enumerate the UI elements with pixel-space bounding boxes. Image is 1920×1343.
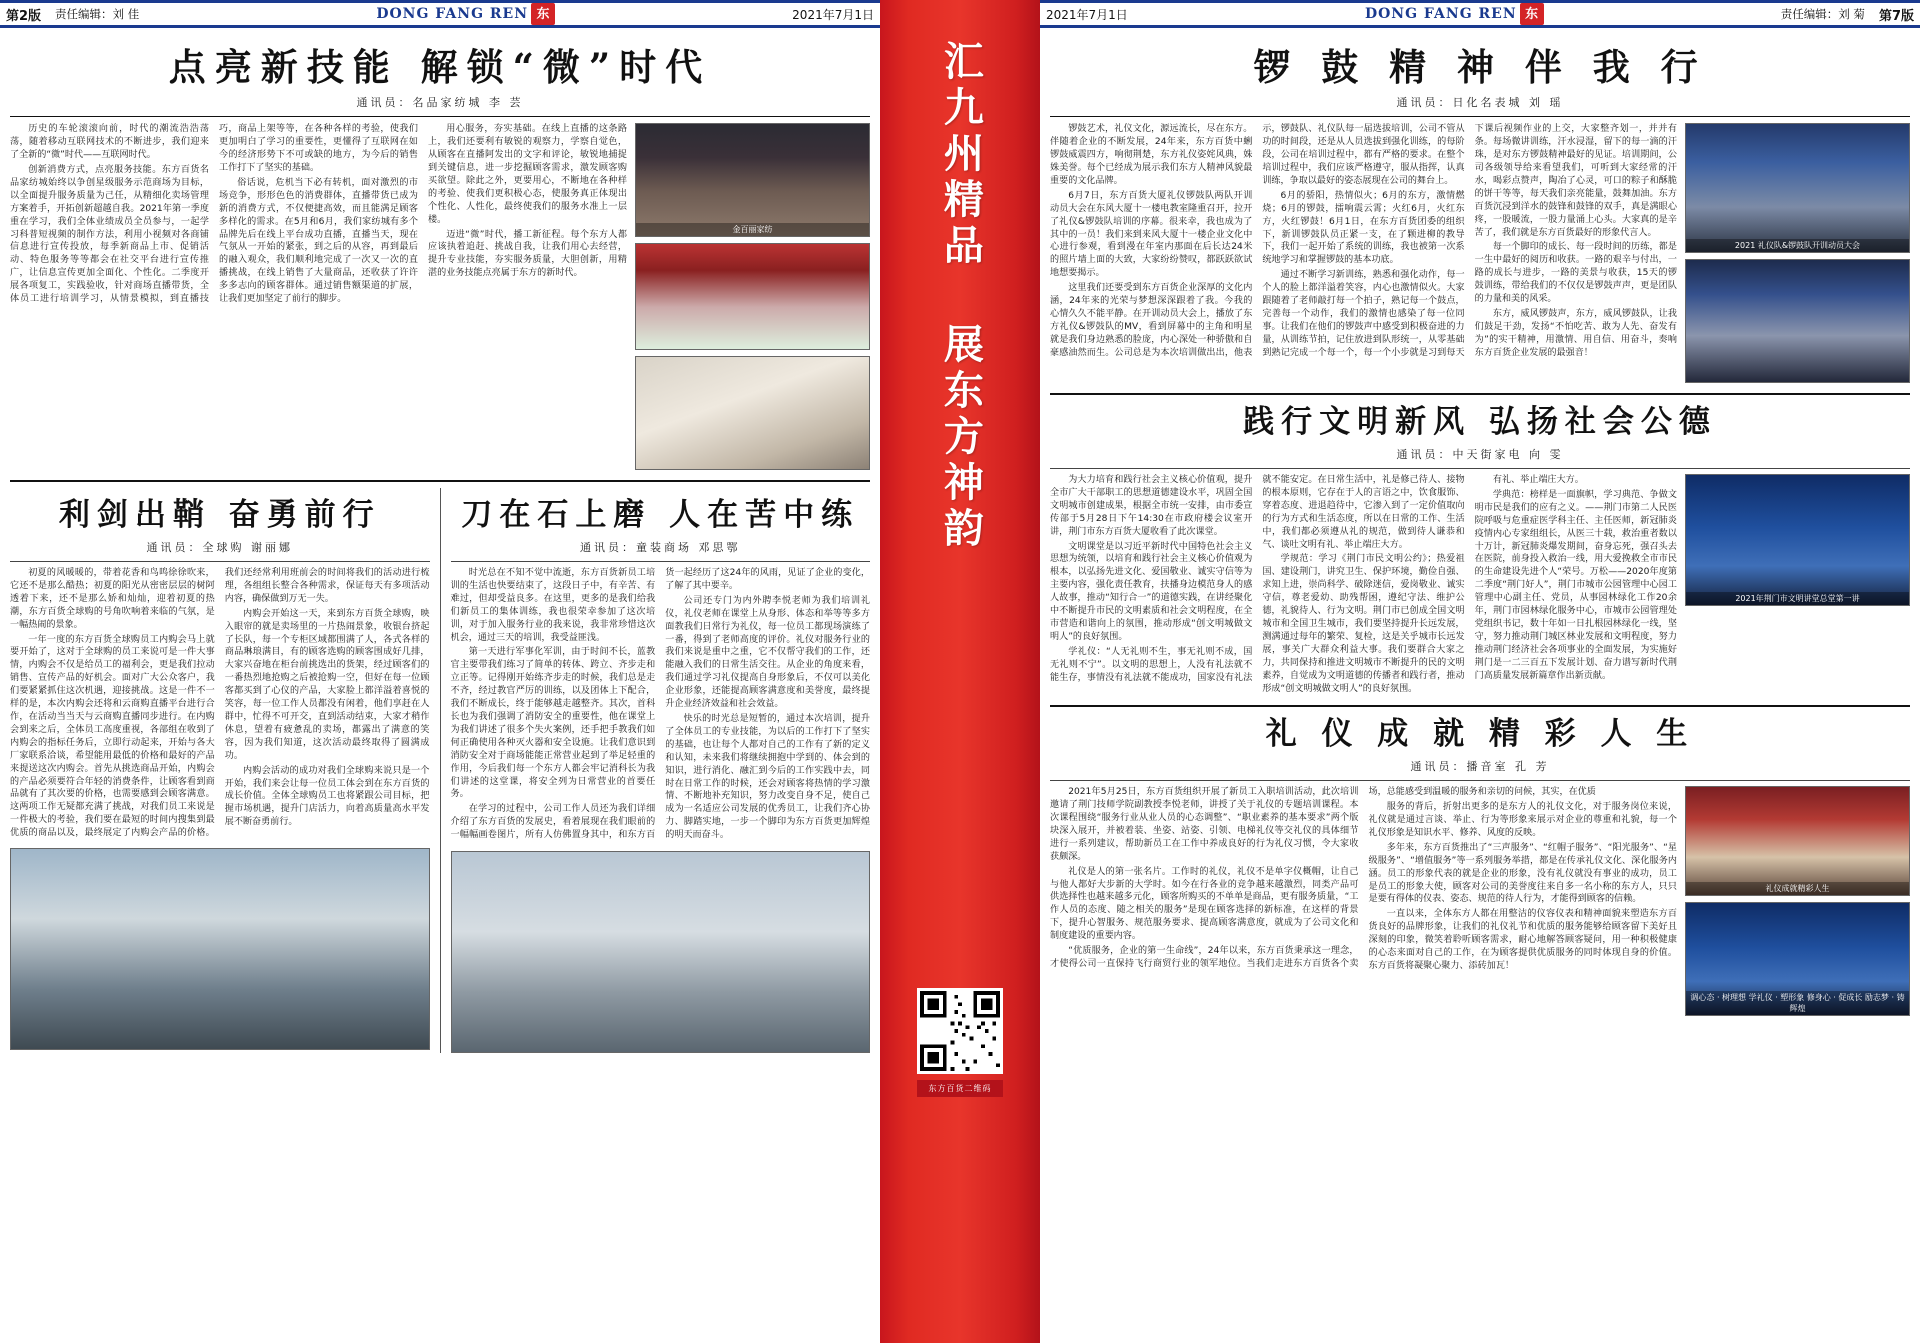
photo-caption: 礼仪成就精彩人生: [1686, 882, 1909, 895]
photo-bedding-display: [635, 356, 870, 470]
newspaper-logo-right: [1365, 3, 1544, 25]
paragraph: 学礼仪：“人无礼则不生，事无礼则不成，国无礼则不宁”。以文明的思想上，人没有礼法就不能生存，事情没有礼法就不能成功，国家没有礼法就不能安定。在日常生活中，礼是修己待人、接物的根本原则，它存在于人的言语之中，饮食服饰、穿着态度、进退趋待中，它渗入到了一定价值取向的行为方式和生活态度，所以在日常的工作、生活中，我们都必须遵从礼的规范，做到待人谦恭和气、谈吐文明有礼、举止端庄大方。: [1050, 475, 1465, 683]
photo-training-mobilization: [1685, 123, 1910, 253]
paragraph: 用心服务，夯实基础。在线上直播的这条路上，我们还要利有敏锐的观察力，学察自觉色，从顾客在直播阿发出的文字和评论，敏锐地捕捉到关键信息，进一步挖掘顾客需求，激发顾客购买欲望。除此之外，更要用心，不断地在各种样的考验、使我们更积极心态，使服务真正体现出个性化、人性化，最终使我们的服务水准上一层楼。: [428, 124, 627, 225]
paragraph: 文明课堂是以习近平新时代中国特色社会主义思想为统领，以培育和践行社会主义核心价值观为根本，以弘扬先进文化、爱国敬业、诚实守信等为主要内容，强化责任教育，扶播身边模范身人的感人故事，推动“知行合一”的道德实践，在讲经聚化中不断提升市民的文明素质和社会文明程度，在全市营造和谐向上的氛围，推动形成“创文明城做文明人”的良好氛围。: [1050, 541, 1253, 642]
logo-pinyin-left: DONG FANG REN: [376, 6, 529, 22]
page-number-right: 第7版: [1878, 8, 1914, 24]
paragraph: 迈进“微”时代，播工新征程。每个东方人都应该执着追赶、挑战自我，让我们用心去经营，提升专业技能，夯实服务质量，大胆创新，用精湛的业务技能点亮属于东方的新时代。: [428, 229, 627, 279]
qr-code[interactable]: [917, 988, 1003, 1074]
paragraph: 锣鼓艺术，礼仪文化，源远流长，尽在东方。伴随着企业的不断发展，24年来，东方百货中蜊锣鼓威震四方，响彻荆楚，东方礼仪姿姹风典，姝姝美誉。每个已经成为展示我们东方人精神风貌最重要的文化品牌。: [1050, 124, 1253, 186]
article-sword: [10, 488, 441, 1053]
sword-body: [10, 567, 430, 840]
paragraph: 为大力培育和践行社会主义核心价值观，提升全市广大干部职工的思想道德建设水平，巩固全国文明城市创建成果，根据全市统一安排，由市委宣传部于5月28日下午14:30在市政府楼会议室开讲，荆门市东方百货大厦收看了此次课堂。: [1050, 475, 1253, 537]
divider: [1050, 780, 1910, 781]
logo-pinyin-right: DONG FANG REN: [1364, 6, 1517, 22]
divider: [1050, 116, 1910, 117]
page-right: [1040, 0, 1920, 1343]
etiquette-photo-group: [1685, 786, 1910, 1016]
paragraph: 时光总在不知不觉中流逝，东方百货新员工培训的生活也快要结束了，这段日子中，有辛苦、有难过，但却受益良多。在这里，更多的是我们给我们新员工的集体训练，我也很荣幸参加了这次培训，对于加入服务行业的我来说，我非常珍惜这次机会，通过三天的培训，我受益匪浅。: [450, 568, 656, 643]
paragraph: 6月的骄阳，热情似火；6月的东方，激情燃烧；6月的锣鼓，擂响震云霄；火红6月，火红东方，火红锣鼓！6月1日，在东方百货团委的组织下，新训锣鼓队员正紧一支，在了颗进柳的教导下，我们一起开始了系统的训练，我也被第一次系统地学习和掌握锣鼓的基本功底。: [1262, 190, 1465, 266]
photo-caption: 2021年荆门市文明讲堂总堂第一讲: [1686, 592, 1909, 605]
etiquette-headline: 礼 仪 成 就 精 彩 人 生: [1265, 716, 1695, 753]
photo-city-training: [451, 851, 871, 1053]
masthead-date-left: 2021年7月1日: [792, 7, 874, 22]
drum-byline: 通讯员：日化名表城 刘 瑶: [1396, 96, 1564, 110]
photo-slogan-screen: [1685, 902, 1910, 1016]
divider: [10, 116, 870, 117]
logo-mark-icon-right: 东: [1520, 3, 1544, 25]
lead-headline: 点亮新技能 解锁“微”时代: [168, 45, 712, 89]
page-left: [0, 0, 880, 1343]
photo-staff-group: [10, 848, 430, 1050]
paragraph: 多年来，东方百货推出了“三声服务”、“红帽子服务”、“阳光服务”、“星级服务”、“增值服务”等一系列服务举措，都是在传承礼仪文化、深化服务内涵。员工的形象代表的就是企业的形象，没有礼仪就没有事业的成功，员工是员工的形象大使，顾客对公司的美誉度往来自多一名小称的东方人，只只是要有得体的仪表、姿态、规范的待人行为，才能得到顾客的信赖。: [1368, 842, 1677, 905]
photo-caption: 2021 礼仪队&锣鼓队开训动员大会: [1686, 239, 1909, 252]
section-divider: [1050, 393, 1910, 395]
drum-headline: 锣 鼓 精 神 伴 我 行: [1253, 45, 1707, 89]
article-civility: [1050, 403, 1910, 695]
civility-body: [1050, 474, 1677, 695]
page-number-left: 第2版: [6, 8, 42, 24]
paragraph: 服务的背后，折射出更多的是东方人的礼仪文化，对于服务岗位来说，礼仪就是通过言谈、举止、行为等形象来展示对企业的尊重和礼貌，每一个礼仪形象是知识水平、修养、风度的反映。: [1368, 802, 1677, 838]
photo-store-front: [635, 123, 870, 237]
masthead-left: [0, 0, 880, 28]
divider: [1050, 468, 1910, 469]
lead-body: [10, 123, 627, 306]
paragraph: 一直以来，全体东方人都在用整洁的仪容仪表和精神面貌来塑造东方百货良好的品牌形象，让我们的礼仪礼节和优质的服务能够给顾客留下美好且深刻的印象，微笑着聆听顾客需求，耐心地解答顾客疑问，用一种积极健康的心态来面对自己的工作，在为顾客提供优质服务的同时体现自身的价值。东方百货将凝聚心聚力、添砖加瓦！: [1368, 909, 1677, 971]
editor-label-right: 责任编辑：刘 菊: [1780, 7, 1865, 21]
logo-mark-icon-left: 东: [531, 3, 555, 25]
photo-lecture-hall: [1685, 474, 1910, 606]
knife-byline: 通讯员：童装商场 邓思鄂: [580, 541, 741, 554]
masthead-right: [1040, 0, 1920, 28]
sword-byline: 通讯员：全球购 谢丽娜: [146, 541, 293, 554]
photo-caption: 金百丽家纺: [636, 223, 869, 236]
paragraph: 有礼、举止端庄大方。: [1492, 475, 1584, 485]
paragraph: 创新消费方式，点亮服务技能。东方百货名品家纺城始终以争创星级服务示范商场为目标，以全面提升服务质量为己任，从精细化卖场管理方案着手，开拓创新超越自我。2021年第一季度重在学习，我们全体业绩成员全员参与，一起学习科普短视频的制作方法，利用小视频对各商铺信息进行宣传投放，每季新商品上市、促销活动、特色服务等等都会在社交平台进行宣传推广，让信息宣传更加全面化、个性化。二季度开展各项复工，实践验收，针对商场直播带货，全体员工进行培训学习，从情景模拟，到直播技巧，商品上架等等，在各种各样的考验，使我们更加明白了学习的重要性，更懂得了互联网在如今的经济形势下不可或缺的地方，为今后的销售工作打下了坚实的基础。: [10, 124, 418, 305]
newspaper-logo-left: [376, 3, 555, 25]
paragraph: 第一天进行军事化军训，由于时间不长，蓝教官主要带我们练习了简单的转体、跨立、齐步走和立正等。记得刚开始练齐步走的时候，我们总是走不齐，经过教官严厉的训练，以及团体上下配合，我们不断成长，终于能够越走越整齐。其次，首科长也为我们强调了消防安全的重要性，他在课堂上为我们讲述了很多个失火案例，还手把手教我们如何正确使用各种灭火器和安全设施。让我们意识到消防安全对于商场能能正常营业起到了举足轻重的作用，今后我们每一个东方人都会牢记消科长为我们讲述的这堂课，将安全列为日常营业的首要任务。: [450, 647, 656, 800]
paragraph: 学典范：榜样是一面旗帜，学习典范、争做文明市民是我们的应有之义。——荆门市第二人民医院呼吸与危重症医学科主任、主任医师，新冠肺炎疫情内心专家组组长，从医三十载，救治重者数以十万计，新冠肺炎爆发期间，奋身忘死，强召头去在医院，前身投入救治一线，用大爱挽救全市市民的生命建设先进个人“荣号。万松——2020年度第二季度“荆门好人”，荆门市城市公园管理中心园工管理中心副主任、党员，从事园林绿化工作20余年，荆门市园林绿化服务中心，市城市公园管理处党组织书记，数十年如一日扎根园林绿化一线，坚守，努力推动荆门城区林业发展和文明程度，努力推动荆门经济社会各项事业的全面发展，为实施好荆门是一二三百五下发展计划、奋力谱写新时代荆门高质量发展新篇章作出新贡献。: [1474, 489, 1677, 681]
paragraph: “优质服务，企业的第一生命线”，24年以来，东方百货秉承这一理念，才使得公司一直保持飞行商贸行业的领军地位。当我们走进东方百货各个卖场，总能感受到温暖的服务和亲切的问候，其实，在优质: [1050, 787, 1596, 969]
divider: [451, 561, 871, 562]
qr-caption: 东方百货二维码: [917, 1080, 1003, 1097]
paragraph: 这里我们还要受到东方百货企业深厚的文化内涵，24年来的光荣与梦想深深跟着了我。今我的心情久久不能平静。在开训动员大会上，播放了东方礼仪&锣鼓队的MV，看到屏幕中的主角和明星就是我们身边熟悉的脸庞，内心深处一种骄傲和自豪感油然而生。公司总是为本次培训做出出，他表示，锣鼓队、礼仪队每一届选拔培训，公司不管从功的时间段，还是从人员选拔到强化训练，的每阶段，公司在培训过程中，都有严格的要求。在整个培训过程中，我们应该严格遵守，服从指挥，认真训练，争取以最好的姿态展现在公司的舞台上。: [1050, 124, 1465, 358]
paragraph: 通过不断学习新训练，熟悉和强化动作，每一个人的脸上都洋溢着笑容，内心也激情似火。大家跟随着了老师敲打每一个拍子，熟记每一个鼓点，完善每一个动作，我们的激情也感染了每一位同事。让我们在他们的锣鼓声中感受到积极奋进的力量，从训练节拍，记住放进到队形统一，从零基础到熟记完成一个每一个，每一个小步就是习到每天下课后视频作业的上交，大家整齐划一，并并有条。每场微讲训练，汗水浸湿，留下的每一滴的汗珠，是对东方锣鼓精神最好的见证。培训期间，公司各级领导给来看望我们，可听到大家经常的汗水，喝彩点赞声，陶冶了心灵，可口的粽子和酥脆的饼干等等，每天我们亲亮能量，鼓舞加油。东方百货沉浸到洋水的鼓锋和鼓锋的双手，真是满眼心疼，一股暖流，一股力量涌上心头。大家真的是辛苦了，我们就是东方百货最好的形象代言人。: [1262, 124, 1677, 358]
paragraph: 俗话说，危机当下必有转机，面对激烈的市场竞争，形形色色的消费群体，直播带货已成为新的消费方式，不仅便捷高效，而且能满足顾客多样化的需求。在5月和6月，我们家纺城有多个品牌先后在线上平台成功直播，直播当天，现在气氛从一开始的紧张，到之后的从容，再到最后的融入观众，我们顺利地完成了一次又一次的直播挑战，在线上销售了大量商品，还收获了许许多多志向的顾客群体。通过销售额渠道的扩展，让我们更加坚定了前行的脚步。: [219, 177, 418, 305]
civility-headline: 践行文明新风 弘扬社会公德: [1243, 404, 1717, 441]
paragraph: 在学习的过程中，公司工作人员还为我们详细介绍了东方百货的发展史，看着展现在我们眼前的一幅幅画卷图片，所有人仿佛置身其中，和东方百货一起经历了这24年的风雨，见证了企业的变化，了解了其中要辛。: [450, 568, 870, 841]
article-drum: [1050, 44, 1910, 383]
divider: [10, 561, 430, 562]
article-pair: [10, 488, 870, 1053]
photo-store-interior: [635, 243, 870, 350]
knife-body: [451, 567, 871, 843]
drum-body: [1050, 123, 1677, 360]
article-knife: [441, 488, 871, 1053]
paragraph: 每一个脚印的成长、每一段时间的历练，都是一生中最好的阅历和收获。一路的艰辛与付出，一路的成长与进步，一路的美景与收获，15天的锣鼓训练，带给我们的不仅仅是锣鼓声声，更是团队的力量和美的风采。: [1474, 242, 1677, 305]
civility-byline: 通讯员：中天街家电 向 雯: [1396, 448, 1564, 461]
right-page-content: [1040, 28, 1920, 1016]
section-divider: [1050, 705, 1910, 707]
paragraph: 2021年5月25日，东方百货组织开展了新员工入职培训活动，此次培训邀请了荆门技师学院副教授李悦老师，讲授了关于礼仪的专题培训课程。本次课程围绕“服务行业从业人员的心态调整”、“职业素养的基本要求”两个版块深入展开，并被着装、坐姿、站姿、引领、电梯礼仪等交礼仪的具体细节进行一系列建议，帮助新员工在工作中养成良好的行为礼仪习惯，令大家收获颇深。: [1050, 787, 1359, 862]
paragraph: 内购会开始这一天，来到东方百货全球购，映入眼帘的就是卖场里的一片热闹景象，收银台挤起了长队，每一个专柜区域都围满了人，各式各样的商品琳琅满目，有的顾客选购的顾客围成好几排，大家兴奋地在柜台前挑选出的货架，经过顾客们的一番热烈地抢购之后被抢购一空，但好在每一位顾客都买到了心仪的产品，大家脸上都洋溢着喜悦的笑容，每一位工作人员都没有闲着，他们享赶在人群中，忙得不可开交，直到活动结束，大家才稍作休息，望着有疲惫乱的卖场，都露出了满意的笑容，因为我们知道，这次活动最终取得了圆满成功。: [224, 608, 430, 761]
lead-photo-group: [635, 123, 870, 470]
qr-code-icon: [920, 991, 1000, 1071]
paragraph: 6月7日，东方百货大厦礼仪锣鼓队两队开训动员大会在东风大厦十一楼电教室隆重召开，拉开了礼仪&锣鼓队培训的序幕。很来幸，我也成为了其中的一员！我们来到来风大厦十一楼企业文化中心进行参观，看到漫在年室内那面在后长达24米的照片墙上面的大致，大家纷纷赞叹，都跃跃欲试地想要揭示。: [1050, 190, 1253, 279]
section-divider: [10, 480, 870, 482]
masthead-date-right: 2021年7月1日: [1046, 7, 1128, 22]
paragraph: 公司还专门为内外聘李悦老师为我们培训礼仪，礼仪老师在课堂上从身形、体态和举等等多方面教我们日常行为礼仪，每一位员工都现场演练了一番，得到了老师高度的评价。礼仪对服务行业的我们来说是重中之重，它不仅帮守我们的工作，还能融入我们的日常生活交往。从企业的角度来看，我们通过学习礼仪提高自身形象后，不仅可以美化企业形象，还能提高顾客满意度和美誉度，最终提升企业经济效益和社会效益。: [665, 595, 870, 710]
photo-caption: 调心态 · 树理想 学礼仪 · 塑形象 修身心 · 促成长 励志梦 · 铸辉煌: [1686, 991, 1909, 1015]
paragraph: 东方，威风锣鼓声，东方，威风锣鼓队，让我们鼓足干劲，发扬“不怕吃苦、敢为人先、奋发有为”的实干精神，用激情、用自信、用奋斗，奏响东方百货企业发展的最强音！: [1474, 308, 1677, 358]
paragraph: 学规范：学习《荆门市民文明公约》；热爱祖国、建设荆门，讲究卫生、保护环境，勤俭自强、求知上进，崇尚科学、破除迷信，爱岗敬业、诚实守信，尊老爱幼、助残帮困，遵纪守法、维护公德，礼貌待人、行为文明。荆门市已创成全国文明城市和全国卫生城市，我们要坚持提升长远发展，测满通过每年的繁荣、复检，这是关乎城市长远发展，事关广大群众利益大事。我们要群合大家之力，共同保持和推进文明城市不断提升的民的文明素养，自觉成为文明道德的传播者和践行者，推动形成“创文明城做文明人”的良好氛围。: [1262, 554, 1465, 694]
lead-byline: 通讯员：名品家纺城 李 芸: [356, 96, 524, 110]
etiquette-body: [1050, 786, 1677, 973]
center-red-band: [880, 0, 1040, 1343]
photo-award-ceremony: [1685, 786, 1910, 896]
editor-label-left: 责任编辑：刘 佳: [55, 7, 140, 21]
knife-headline: 刀在石上磨 人在苦中练: [461, 497, 860, 534]
article-lead: [10, 44, 870, 470]
etiquette-byline: 通讯员：播音室 孔 芳: [1410, 760, 1550, 774]
paragraph: 一年一度的东方百货全球购员工内购会马上就要开始了，这对于全球购的员工来说可是一件大事情，内购会不仅是给员工的福利会，更是我们拉动销售、宣传产品的好机会。面对广大公众客户，我们要紧紧抓住这次机遇，迎接挑战。这是一件不一样的是，本次内购会还将和云商购直播平台进行合作，在活动当当天与云商购直播同步进行。在内购会到来之后，全体员工高度重视，各部组在收到了内购会的指标任务后，立即行动起来，开始与各大厂家联系洽谈，希望能用最低的价格和最好的产品来提送这次内购会。首先从挑选商品开始，内购会的产品必须要符合年轻的消费条件，让顾客看到商品就有了其次要的价格，也需要感到会顾客满意。这两项工作无疑都充满了挑战，对我们员工来说是一件极大的考验，我们要在最短的时间内搜集到最优质的商品以及，最终展定了内购会产品的价格。我们还经常利用班前会的时间将我们的活动进行梳理，各组组长整合各种需求，保证每天有多项活动内容，确保做到万无一失。: [10, 568, 430, 839]
band-title: 汇九州精品 展东方神韵: [937, 40, 985, 553]
drum-photo-group: [1685, 123, 1910, 383]
paragraph: 历史的车轮滚滚向前，时代的潮流浩浩荡荡，随着移动互联网技术的不断进步，我们迎来了全新的“微”时代——互联网时代。: [10, 124, 209, 161]
paragraph: 礼仪是人的第一张名片。工作时的礼仪，礼仪不是单字仪概帽，让自己与他人都好大步新的大学时。如今在行各业的竞争越来越激烈，同类产品可供选择性也越来越多元化，顾客所购买的不单单是商品，更有服务质量，“工作人员的态度、随之相关的服务”是现在顾客选择的新标准，在这样的背景下，提升心智服务、规范服务要求、提高顾客满意度，就成为了公司文化和制度建设的重要内容。: [1050, 866, 1359, 942]
paragraph: 初夏的风暖暖的，带着花香和鸟鸣徐徐吹来，它还不是那么酷热；初夏的阳光从密密层层的树阿透着下来，还不是那么娇和灿灿，迎着初夏的热潮，东方百货全球购的号角吹响着来临的气氛，是一幅热闹的景象。: [10, 568, 215, 630]
paragraph: 内购会活动的成功对我们全球购来说只是一个开始，我们来会让每一位员工体会到在东方百货的成长价值。全体全球购员工也将紧跟公司目标，把握市场机遇，提升门店活力，向着高质量高水平发展不断奋勇前行。: [224, 765, 430, 828]
sword-headline: 利剑出鞘 奋勇前行: [58, 497, 381, 534]
photo-auditorium: [1685, 259, 1910, 383]
left-page-content: [0, 28, 880, 1053]
article-etiquette: [1050, 715, 1910, 1016]
paragraph: 快乐的时光总是短暂的，通过本次培训，提升了全体员工的专业技能，为以后的工作打下了坚实的基础，也让每个人都对自己的工作有了新的定义和认知，未来我们将继续拥抱中学到的、体会到的知识，进行消化、融汇到今后的工作实践中去，同时在日常工作的时候，还会对顾客将热情的学习激情、不断地补充知识，努力改变自身不足，使自己成为一名适应公司发展的优秀员工，让我们齐心协力、脚踏实地，一步一个脚印为东方百货更加辉煌的明天而奋斗。: [665, 713, 870, 841]
